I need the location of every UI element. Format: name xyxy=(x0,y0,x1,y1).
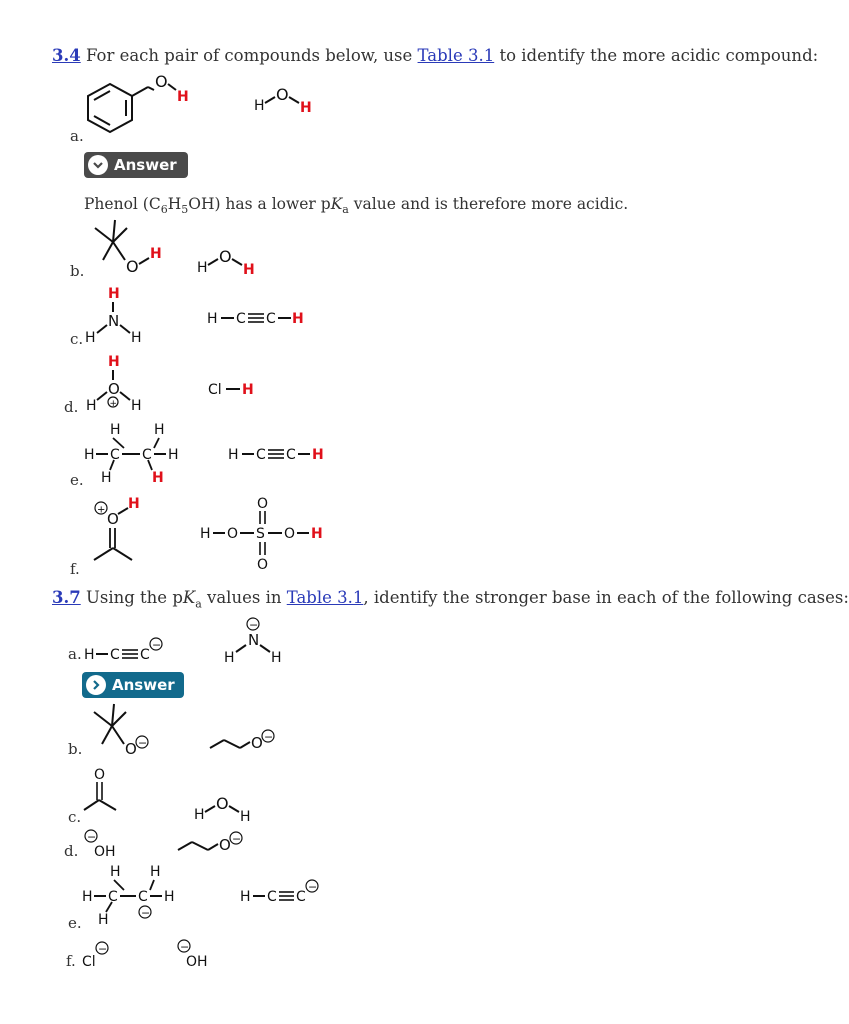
atom-label: − xyxy=(264,730,274,744)
atom-label: O xyxy=(219,836,231,854)
atom-label: C xyxy=(267,889,277,905)
atom-label: H xyxy=(86,398,97,414)
atom-label: H xyxy=(177,89,189,105)
atom-label: H xyxy=(128,496,140,512)
table-link[interactable]: Table 3.1 xyxy=(417,46,495,65)
atom-label: H xyxy=(152,470,164,486)
atom-label: + xyxy=(109,399,118,409)
atom-label: − xyxy=(249,618,259,632)
atom-label: O xyxy=(227,526,239,542)
base-label-e: e. xyxy=(68,914,82,932)
atom-label: H xyxy=(101,470,112,486)
pair-f-structures xyxy=(80,492,350,576)
base-pair-d-structures xyxy=(78,826,278,862)
atom-label: H xyxy=(84,647,95,663)
atom-label: O xyxy=(126,257,139,276)
base-label-a: a. xyxy=(68,645,82,663)
atom-label: C xyxy=(266,311,276,327)
atom-label: O xyxy=(284,526,296,542)
atom-label: O xyxy=(125,740,137,758)
atom-label: H xyxy=(312,447,324,463)
atom-label: H xyxy=(85,330,96,346)
atom-label: H xyxy=(197,260,208,276)
item-label-f: f. xyxy=(70,560,80,578)
base-pair-b-structures xyxy=(84,704,304,760)
base-pair-c-structures xyxy=(84,764,304,824)
atom-label: OH xyxy=(94,844,116,860)
pair-a-structures xyxy=(78,70,338,140)
pair-d-structures xyxy=(80,350,280,418)
atom-label: H xyxy=(271,650,282,666)
atom-label: O xyxy=(108,380,120,398)
problem-3-4-heading xyxy=(52,46,818,65)
chevron-right-icon xyxy=(86,675,106,695)
atom-label: − xyxy=(138,736,148,750)
atom-label: H xyxy=(242,382,254,398)
atom-label: S xyxy=(256,526,265,542)
answer-text-3-4: Phenol $(C_6H_5OH)$ has a lower $pK_a$ value and is therefore more acidic. xyxy=(84,195,629,217)
answer-label: Answer xyxy=(114,156,177,174)
atom-label: H xyxy=(200,526,211,542)
atom-label: H xyxy=(84,447,95,463)
atom-label: H xyxy=(150,864,161,880)
base-label-d: d. xyxy=(64,842,79,860)
pair-c-structures xyxy=(84,282,324,350)
atom-label: − xyxy=(87,830,97,844)
atom-label: O xyxy=(257,496,269,512)
atom-label: H xyxy=(168,447,179,463)
atom-label: H xyxy=(243,262,255,278)
atom-label: H xyxy=(300,100,312,116)
atom-label: H xyxy=(150,246,162,262)
atom-label: H xyxy=(228,447,239,463)
answer-button-3-7[interactable] xyxy=(82,672,184,698)
chevron-down-icon xyxy=(88,155,108,175)
atom-label: H xyxy=(164,889,175,905)
atom-label: O xyxy=(251,734,263,752)
atom-label: O xyxy=(276,85,289,104)
base-label-f: f. xyxy=(66,952,76,970)
atom-label: O xyxy=(219,247,232,266)
atom-label: C xyxy=(256,447,266,463)
atom-label: H xyxy=(110,864,121,880)
atom-label: H xyxy=(131,330,142,346)
atom-label: Cl xyxy=(208,382,222,398)
atom-label: H xyxy=(110,422,121,438)
base-label-b: b. xyxy=(68,740,83,758)
atom-label: C xyxy=(286,447,296,463)
atom-label: H xyxy=(207,311,218,327)
base-label-c: c. xyxy=(68,808,82,826)
atom-label: N xyxy=(108,312,120,330)
base-pair-f-structures xyxy=(80,936,240,972)
pair-b-structures xyxy=(85,220,285,282)
atom-label: C xyxy=(236,311,246,327)
atom-label: C xyxy=(140,647,150,663)
problem-text: Using the p xyxy=(85,588,183,607)
item-label-e: e. xyxy=(70,471,84,489)
atom-label: O xyxy=(94,767,106,783)
item-label-c: c. xyxy=(70,330,84,348)
atom-label: OH xyxy=(186,954,208,970)
answer-button-3-4[interactable] xyxy=(84,152,188,178)
table-link[interactable]: Table 3.1 xyxy=(286,588,364,607)
problem-text-end: , identify the stronger base in each of the following cases: xyxy=(363,588,849,607)
atom-label: C xyxy=(110,447,120,463)
base-pair-a-structures xyxy=(84,612,304,668)
item-label-a: a. xyxy=(70,127,84,145)
atom-label: H xyxy=(224,650,235,666)
answer-label: Answer xyxy=(112,676,175,694)
atom-label: − xyxy=(308,880,318,894)
atom-label: C xyxy=(108,889,118,905)
problem-text-end: to identify the more acidic compound: xyxy=(494,46,819,65)
atom-label: C xyxy=(138,889,148,905)
atom-label: + xyxy=(97,504,106,516)
atom-label: C xyxy=(296,889,306,905)
atom-label: N xyxy=(248,631,260,649)
atom-label: O xyxy=(107,510,119,528)
atom-label: − xyxy=(180,940,190,954)
atom-label: H xyxy=(108,286,120,302)
atom-label: H xyxy=(240,889,251,905)
atom-label: H xyxy=(240,809,251,825)
atom-label: C xyxy=(110,647,120,663)
problem-number-link[interactable]: 3.4 xyxy=(52,46,81,65)
atom-label: H xyxy=(254,98,265,114)
atom-label: H xyxy=(311,526,323,542)
atom-label: H xyxy=(292,311,304,327)
atom-label: H xyxy=(154,422,165,438)
pair-e-structures xyxy=(84,420,344,492)
atom-label: − xyxy=(232,832,242,846)
problem-text: For each pair of compounds below, use xyxy=(85,46,418,65)
atom-label: − xyxy=(98,942,108,956)
atom-label: H xyxy=(82,889,93,905)
problem-3-7-heading: 3.7 Using the $pK_a$ values in Table 3.1, identify the stronger base in each of the following cases: xyxy=(52,588,849,611)
atom-label: H xyxy=(108,354,120,370)
atom-label: O xyxy=(216,794,229,813)
atom-label: Cl xyxy=(82,954,96,970)
atom-label: − xyxy=(141,906,151,920)
atom-label: H xyxy=(98,912,109,928)
problem-number-link[interactable]: 3.7 xyxy=(52,588,81,607)
atom-label: O xyxy=(257,557,269,573)
atom-o: O xyxy=(155,72,168,91)
item-label-b: b. xyxy=(70,262,85,280)
atom-label: H xyxy=(194,807,205,823)
atom-label: H xyxy=(131,398,142,414)
item-label-d: d. xyxy=(64,398,79,416)
base-pair-e-structures xyxy=(82,862,342,934)
atom-label: − xyxy=(152,638,162,652)
atom-label: C xyxy=(142,447,152,463)
